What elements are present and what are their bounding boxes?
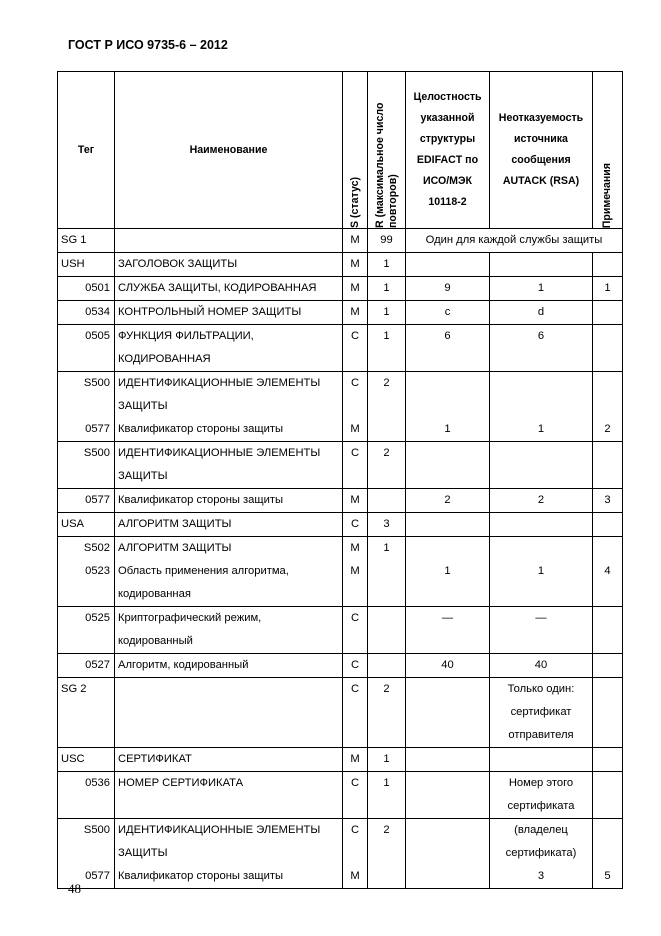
cell-status: C [343,607,368,654]
cell-nonrepudiation: 40 [490,654,593,678]
cell-integrity: 40 [406,654,490,678]
cell-nonrepudiation: — [490,607,593,654]
cell-integrity: 1 [406,560,490,607]
header-row [58,72,623,229]
cell-name: Алгоритм, кодированный [115,654,343,678]
cell-integrity [406,253,490,277]
cell-name: ФУНКЦИЯ ФИЛЬТРАЦИИ, КОДИРОВАННАЯ [115,325,343,372]
cell-nonrepudiation: 2 [490,489,593,513]
cell-repeat: 1 [368,253,406,277]
cell-name: НОМЕР СЕРТИФИКАТА [115,772,343,819]
header-status [343,72,368,229]
cell-note [593,537,623,561]
cell-note: 4 [593,560,623,607]
table-row [58,489,623,513]
cell-note [593,654,623,678]
cell-repeat: 1 [368,748,406,772]
cell-nonrepudiation: 6 [490,325,593,372]
table-row [58,513,623,537]
cell-note [593,253,623,277]
table-row [58,253,623,277]
cell-nonrepudiation [490,513,593,537]
cell-note: 5 [593,865,623,889]
cell-name: Квалификатор стороны защиты [115,489,343,513]
cell-name: Область применения алгоритма, кодированная [115,560,343,607]
cell-tag: S500 [58,819,115,866]
cell-note [593,442,623,489]
cell-status: C [343,513,368,537]
cell-name: Квалификатор стороны защиты [115,865,343,889]
cell-note [593,325,623,372]
cell-integrity: 2 [406,489,490,513]
cell-name: СЕРТИФИКАТ [115,748,343,772]
cell-repeat [368,865,406,889]
cell-status: C [343,819,368,866]
cell-integrity: 6 [406,325,490,372]
table-row [58,229,623,253]
cell-repeat: 2 [368,372,406,419]
cell-status: M [343,865,368,889]
cell-nonrepudiation: 3 [490,865,593,889]
table-row [58,418,623,442]
header-repeat-label: R (максимальное число повторов) [373,102,399,228]
cell-repeat [368,654,406,678]
cell-repeat: 2 [368,819,406,866]
cell-integrity [406,372,490,419]
cell-integrity [406,678,490,748]
cell-tag: USH [58,253,115,277]
cell-note: 3 [593,489,623,513]
header-integrity: Целостность указанной структуры EDIFACT по ИСО/МЭК 10118-2 [406,72,490,229]
cell-status: M [343,748,368,772]
cell-tag: S502 [58,537,115,561]
cell-note: 2 [593,418,623,442]
cell-integrity [406,748,490,772]
cell-nonrepudiation: d [490,301,593,325]
security-segment-table [57,71,623,889]
cell-tag: USC [58,748,115,772]
cell-nonrepudiation: 1 [490,277,593,301]
page-number: 48 [68,881,81,896]
cell-status: C [343,372,368,419]
table-row [58,678,623,748]
cell-tag: 0501 [58,277,115,301]
cell-integrity [406,442,490,489]
cell-note [593,607,623,654]
cell-note [593,819,623,866]
header-notes-label: Примечания [601,162,613,228]
cell-nonrepudiation: Только один: сертификат отправителя [490,678,593,748]
cell-nonrepudiation: (владелец сертификата) [490,819,593,866]
cell-note [593,372,623,419]
cell-note [593,748,623,772]
table-row [58,607,623,654]
cell-repeat: 1 [368,325,406,372]
cell-name: КОНТРОЛЬНЫЙ НОМЕР ЗАЩИТЫ [115,301,343,325]
cell-note [593,301,623,325]
header-status-label: S (статус) [348,176,361,228]
cell-integrity [406,537,490,561]
cell-note [593,772,623,819]
cell-nonrepudiation [490,372,593,419]
cell-name: ИДЕНТИФИКАЦИОННЫЕ ЭЛЕМЕНТЫ ЗАЩИТЫ [115,819,343,866]
cell-repeat: 1 [368,772,406,819]
table-row [58,277,623,301]
cell-span-note: Один для каждой службы защиты [406,229,623,253]
cell-name: Криптографический режим, кодированный [115,607,343,654]
cell-integrity [406,865,490,889]
cell-status: M [343,277,368,301]
cell-integrity: c [406,301,490,325]
cell-note [593,678,623,748]
cell-repeat [368,489,406,513]
cell-integrity [406,819,490,866]
header-name: Наименование [115,72,343,229]
cell-repeat: 1 [368,301,406,325]
cell-tag: 0536 [58,772,115,819]
cell-repeat [368,560,406,607]
header-repeat [368,72,406,229]
cell-status: C [343,678,368,748]
cell-repeat: 1 [368,537,406,561]
cell-integrity [406,513,490,537]
cell-repeat: 2 [368,442,406,489]
cell-tag: USA [58,513,115,537]
cell-tag: S500 [58,442,115,489]
cell-integrity: 1 [406,418,490,442]
cell-status: M [343,229,368,253]
cell-name: АЛГОРИТМ ЗАЩИТЫ [115,513,343,537]
table-row [58,537,623,561]
cell-nonrepudiation: Номер этого сертификата [490,772,593,819]
cell-status: M [343,253,368,277]
cell-repeat: 2 [368,678,406,748]
cell-name: АЛГОРИТМ ЗАЩИТЫ [115,537,343,561]
cell-tag: 0577 [58,418,115,442]
cell-tag: 0534 [58,301,115,325]
cell-tag: SG 2 [58,678,115,748]
cell-note [593,513,623,537]
table-row [58,748,623,772]
cell-nonrepudiation: 1 [490,560,593,607]
cell-repeat: 99 [368,229,406,253]
table-row [58,301,623,325]
cell-nonrepudiation [490,442,593,489]
table-body [58,229,623,889]
cell-integrity [406,772,490,819]
cell-tag: 0577 [58,489,115,513]
cell-name [115,229,343,253]
document-title: ГОСТ Р ИСО 9735-6 – 2012 [68,38,228,52]
cell-name [115,678,343,748]
cell-tag: 0505 [58,325,115,372]
header-nonrepudiation: Неотказуемость источника сообщения AUTACK (RSA) [490,72,593,229]
cell-tag: 0525 [58,607,115,654]
table-row [58,819,623,866]
cell-tag: 0577 [58,865,115,889]
cell-repeat [368,607,406,654]
cell-name: ИДЕНТИФИКАЦИОННЫЕ ЭЛЕМЕНТЫ ЗАЩИТЫ [115,372,343,419]
cell-name: СЛУЖБА ЗАЩИТЫ, КОДИРОВАННАЯ [115,277,343,301]
cell-status: M [343,301,368,325]
cell-repeat: 1 [368,277,406,301]
table-row [58,372,623,419]
table-row [58,325,623,372]
cell-status: C [343,442,368,489]
cell-name: Квалификатор стороны защиты [115,418,343,442]
cell-status: M [343,537,368,561]
cell-repeat: 3 [368,513,406,537]
cell-status: M [343,418,368,442]
cell-nonrepudiation [490,537,593,561]
cell-nonrepudiation [490,748,593,772]
cell-tag: SG 1 [58,229,115,253]
cell-status: C [343,772,368,819]
header-notes [593,72,623,229]
table-row [58,442,623,489]
cell-status: C [343,325,368,372]
header-tag: Тег [58,72,115,229]
table-row [58,560,623,607]
cell-status: M [343,489,368,513]
cell-name: ИДЕНТИФИКАЦИОННЫЕ ЭЛЕМЕНТЫ ЗАЩИТЫ [115,442,343,489]
cell-status: M [343,560,368,607]
cell-repeat [368,418,406,442]
cell-tag: 0527 [58,654,115,678]
cell-name: ЗАГОЛОВОК ЗАЩИТЫ [115,253,343,277]
cell-nonrepudiation: 1 [490,418,593,442]
cell-tag: S500 [58,372,115,419]
cell-tag: 0523 [58,560,115,607]
table-row [58,865,623,889]
cell-integrity: — [406,607,490,654]
table-row [58,772,623,819]
cell-nonrepudiation [490,253,593,277]
cell-status: C [343,654,368,678]
table-row [58,654,623,678]
cell-integrity: 9 [406,277,490,301]
cell-note: 1 [593,277,623,301]
